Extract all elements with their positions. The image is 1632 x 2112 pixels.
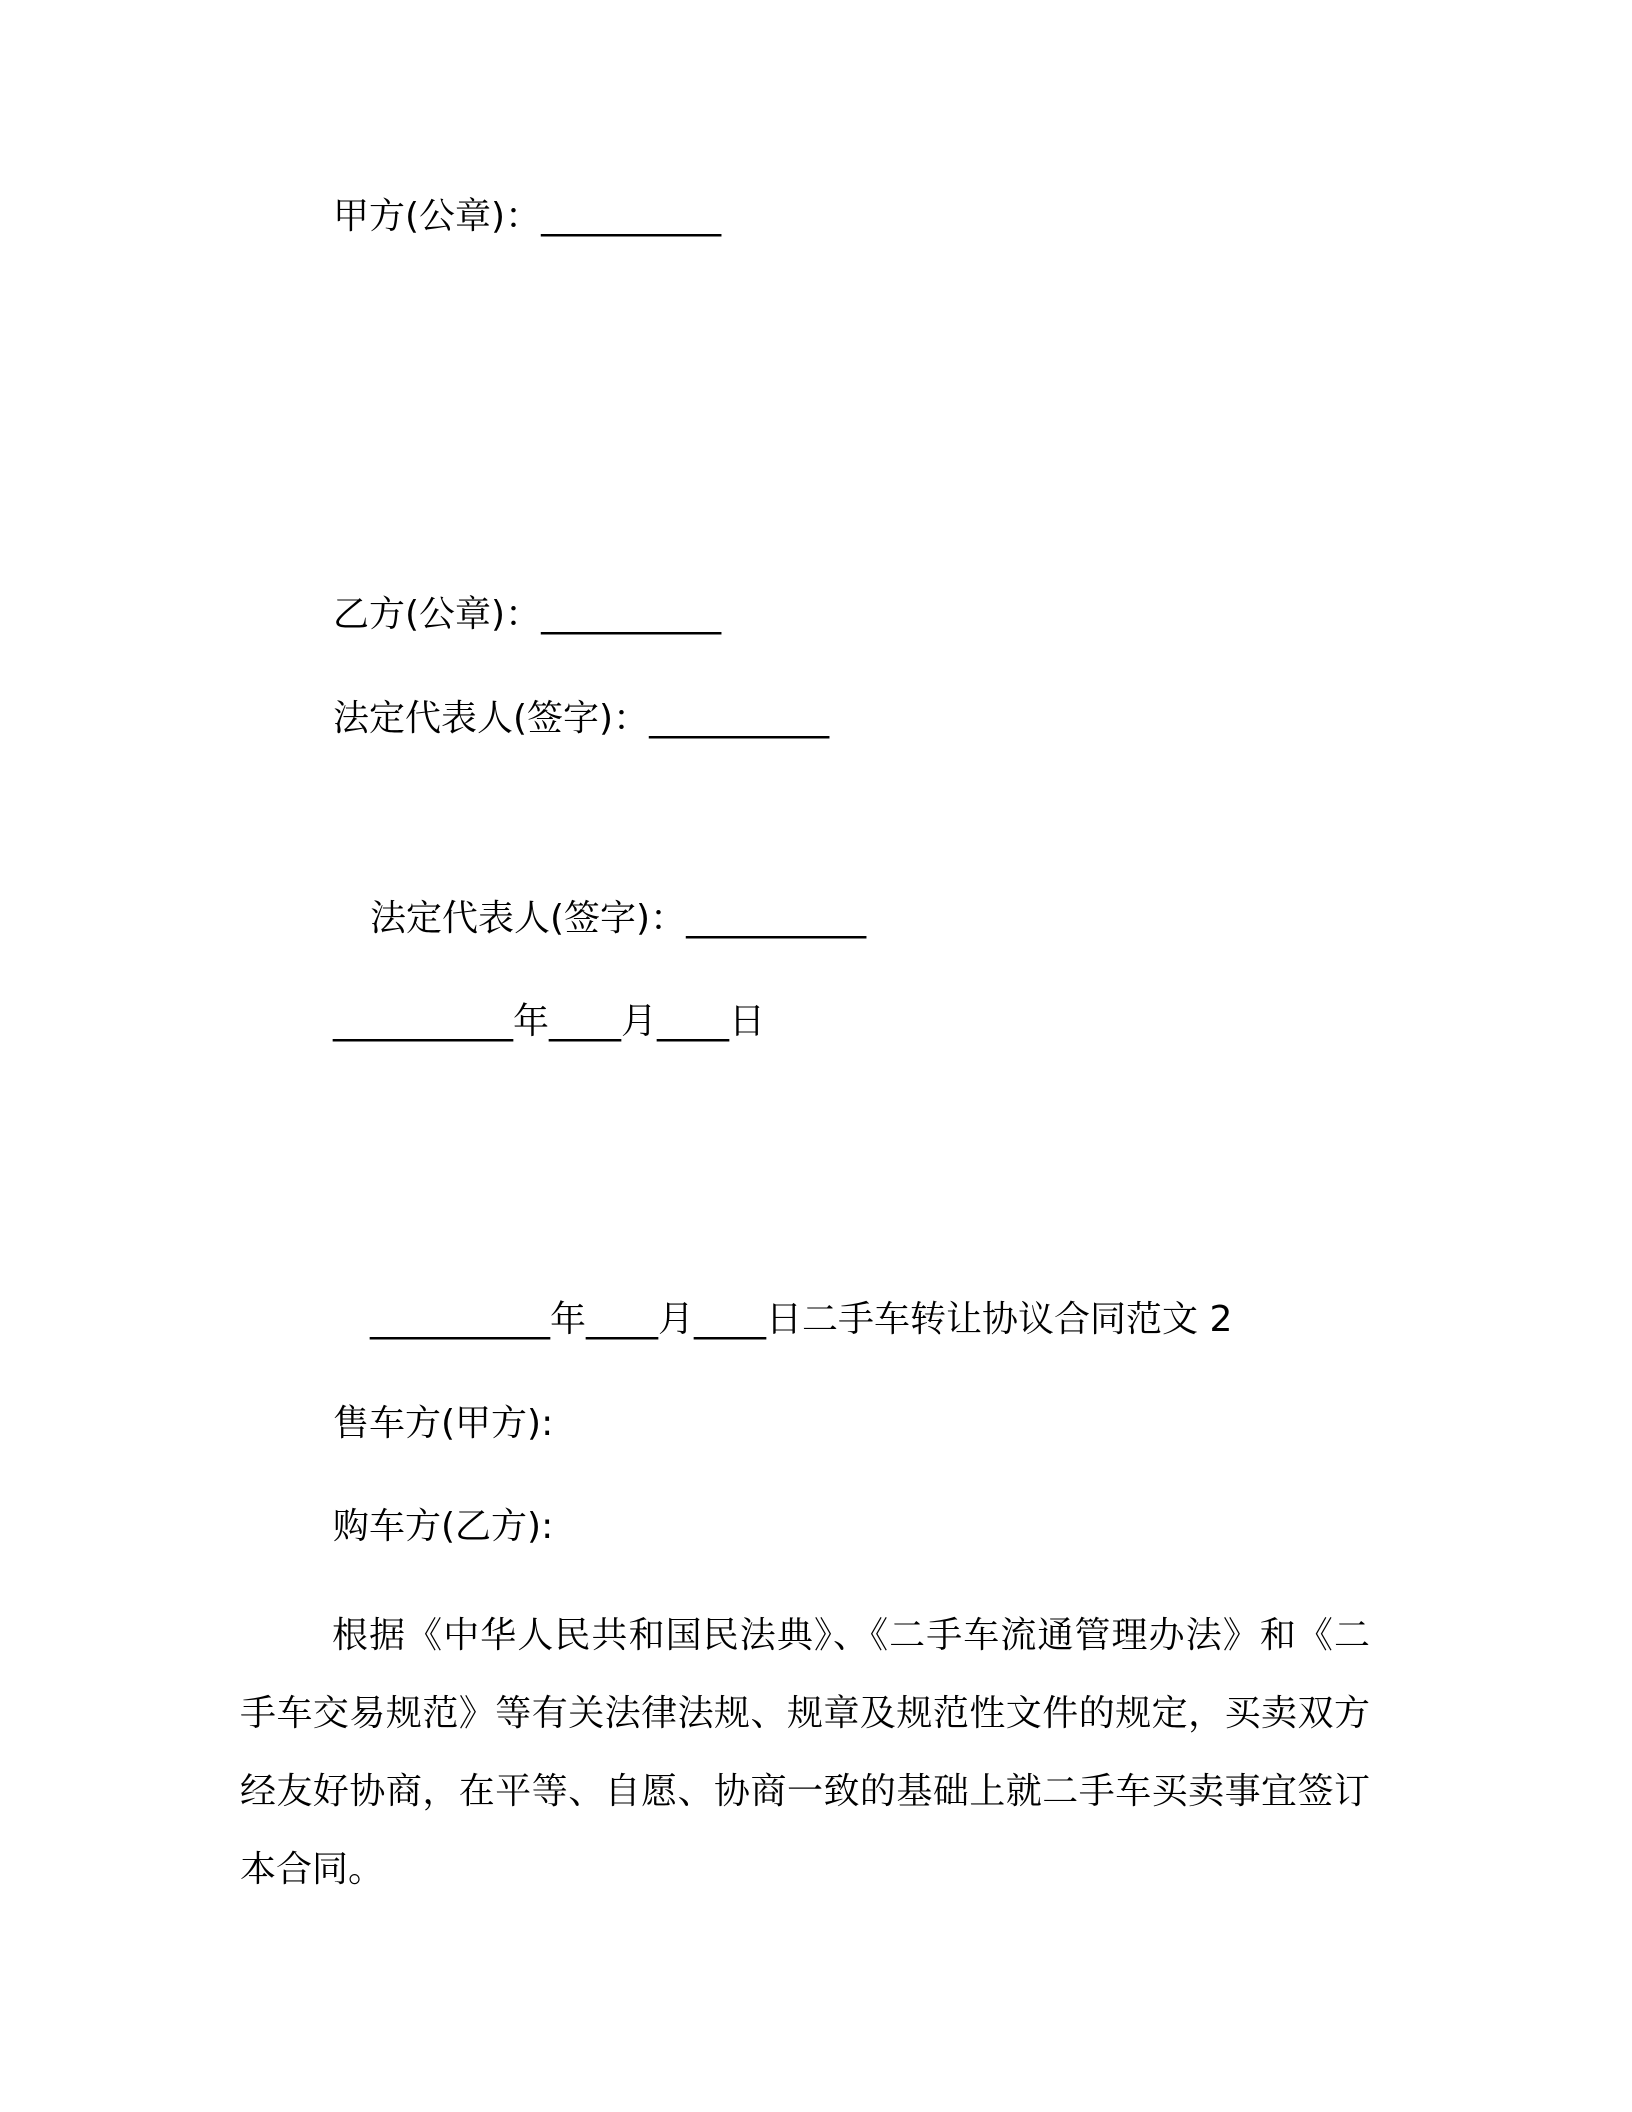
party-b-seal-line: 乙方(公章)：__________ — [333, 594, 722, 635]
intro-paragraph: 根据《中华人民共和国民法典》、《二手车流通管理办法》和《二手车交易规范》等有关法律法规、规章及规范性文件的规定，买卖双方经友好协商，在平等、自愿、协商一致的基础上就二手车买卖事宜签订本合同。 — [240, 1615, 1370, 1890]
seller-label: 售车方(甲方): — [333, 1403, 554, 1444]
party-a-seal-line: 甲方(公章)：__________ — [333, 196, 722, 237]
date-line: __________年____月____日 — [333, 1001, 765, 1042]
section-heading: __________年____月____日二手车转让协议合同范文 2 — [370, 1299, 1233, 1340]
legal-representative-signature-line-2: 法定代表人(签字)：__________ — [370, 898, 867, 939]
buyer-label: 购车方(乙方): — [333, 1506, 554, 1547]
legal-representative-signature-line: 法定代表人(签字)：__________ — [333, 698, 830, 739]
